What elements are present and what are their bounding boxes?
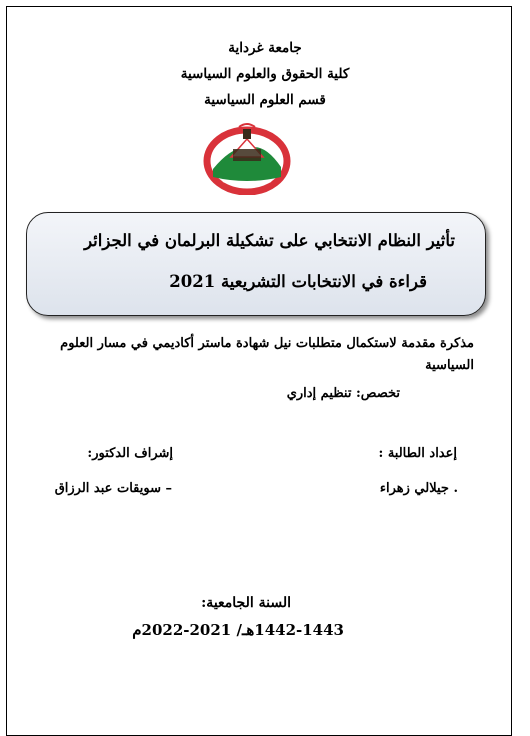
student-label: إعداد الطالبة : bbox=[378, 446, 457, 461]
academic-year-label: السنة الجامعية: bbox=[201, 595, 291, 611]
memo-description: مذكرة مقدمة لاستكمال متطلبات نيل شهادة ماستر أكاديمي في مسار العلوم السياسية bbox=[60, 336, 474, 373]
faculty-name: كلية الحقوق والعلوم السياسية bbox=[180, 66, 350, 82]
supervisor-name: – سويقات عبد الرزاق bbox=[54, 481, 172, 496]
specialty: تخصص: تنظيم إداري bbox=[286, 386, 400, 401]
thesis-subtitle: قراءة في الانتخابات التشريعية 2021 bbox=[169, 272, 427, 291]
student-name: . جيلالي زهراء bbox=[379, 481, 458, 496]
department-name: قسم العلوم السياسية bbox=[204, 92, 326, 108]
supervisor-label: إشراف الدكتور: bbox=[87, 446, 173, 461]
thesis-title: تأثير النظام الانتخابي على تشكيلة البرلمان في الجزائر bbox=[84, 231, 455, 250]
title-box bbox=[26, 212, 486, 316]
academic-year-value: 1442-1443هـ/ 2021-2022م bbox=[132, 621, 344, 639]
university-seal-icon bbox=[203, 119, 291, 195]
university-name: جامعة غرداية bbox=[228, 40, 302, 56]
